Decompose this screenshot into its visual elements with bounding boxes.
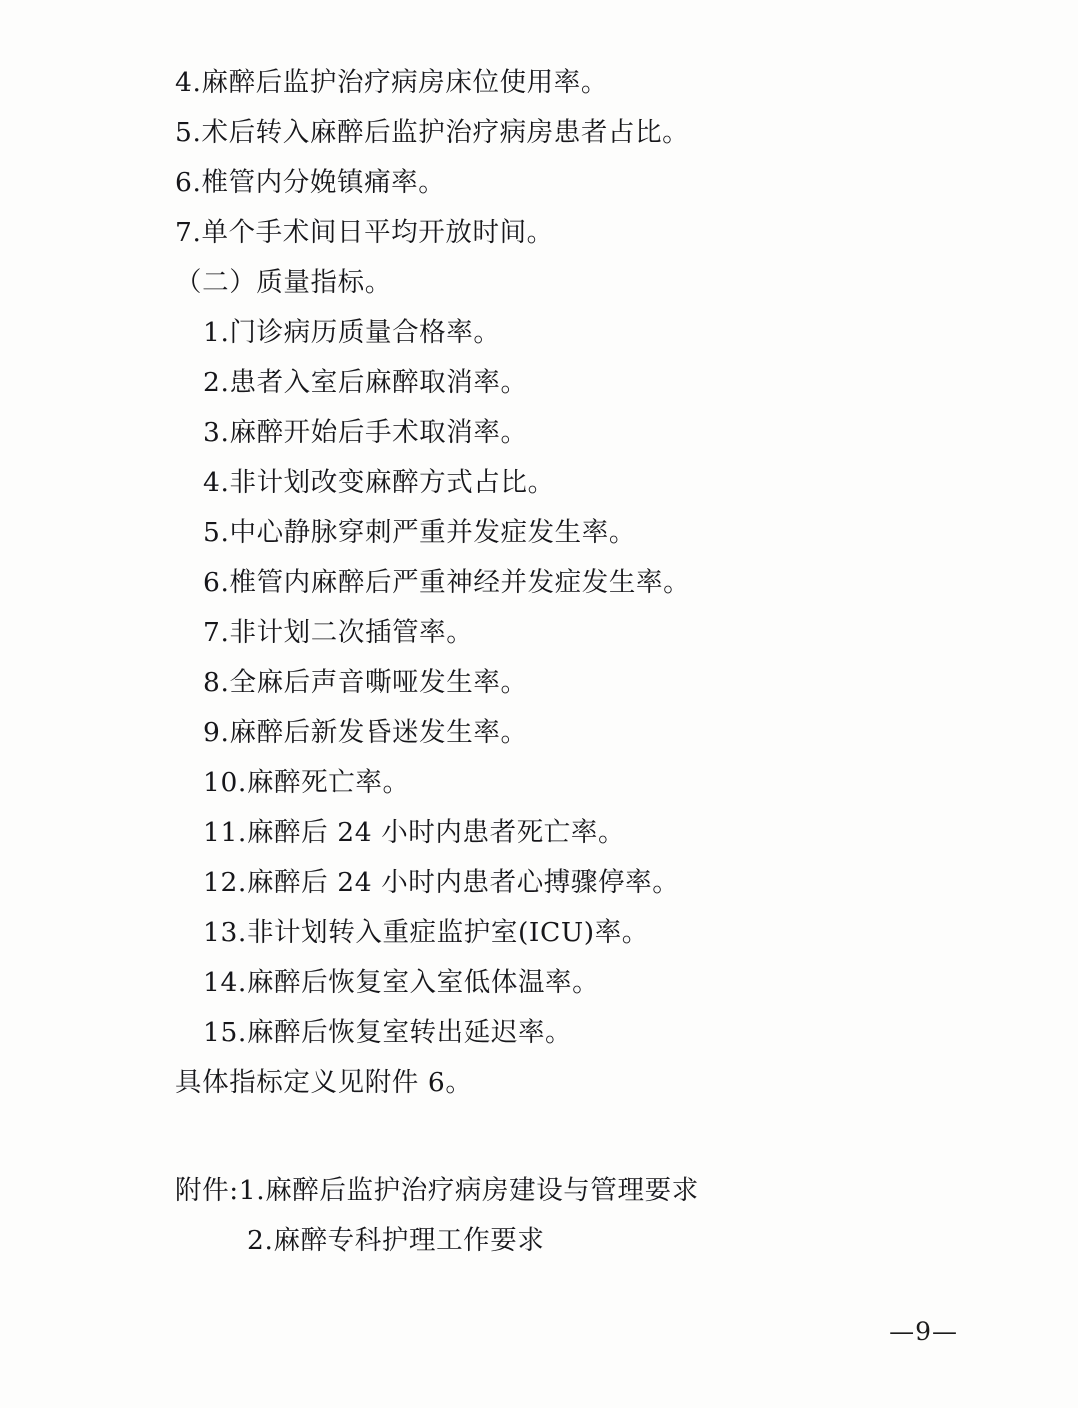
list-item: 3.麻醉开始后手术取消率。 xyxy=(203,417,528,448)
list-item: 7.单个手术间日平均开放时间。 xyxy=(175,217,554,248)
attachment-item: 2.麻醉专科护理工作要求 xyxy=(247,1225,545,1256)
attachment-list xyxy=(175,1166,965,1266)
page-number-value: 9 xyxy=(915,1317,932,1346)
attachment-item: 附件:1.麻醉后监护治疗病房建设与管理要求 xyxy=(175,1175,699,1206)
list-item: 2.患者入室后麻醉取消率。 xyxy=(203,367,528,398)
list-item: 5.中心静脉穿刺严重并发症发生率。 xyxy=(203,517,636,548)
spacer xyxy=(175,1108,965,1166)
list-item: 1.门诊病历质量合格率。 xyxy=(203,317,501,348)
list-item: 8.全麻后声音嘶哑发生率。 xyxy=(203,667,528,698)
list-item: 14.麻醉后恢复室入室低体温率。 xyxy=(203,967,600,998)
section-heading: （二）质量指标。 xyxy=(175,267,392,298)
page-dash-right: — xyxy=(932,1317,958,1346)
list-item: 5.术后转入麻醉后监护治疗病房患者占比。 xyxy=(175,117,690,148)
page-dash-left: — xyxy=(889,1317,916,1346)
list-item: 10.麻醉死亡率。 xyxy=(203,767,410,798)
list-item: 9.麻醉后新发昏迷发生率。 xyxy=(203,717,528,748)
page-number xyxy=(889,1317,958,1346)
list-item: 6.椎管内麻醉后严重神经并发症发生率。 xyxy=(203,567,691,598)
list-item: 13.非计划转入重症监护室(ICU)率。 xyxy=(203,917,649,948)
list-item: 4.非计划改变麻醉方式占比。 xyxy=(203,467,555,498)
list-item: 4.麻醉后监护治疗病房床位使用率。 xyxy=(175,67,608,98)
list-item: 15.麻醉后恢复室转出延迟率。 xyxy=(203,1017,573,1048)
list-item: 11.麻醉后 24 小时内患者死亡率。 xyxy=(203,817,626,848)
closing-note: 具体指标定义见附件 6。 xyxy=(175,1067,473,1098)
page-content xyxy=(175,58,965,1266)
list-item: 7.非计划二次插管率。 xyxy=(203,617,474,648)
list-item: 6.椎管内分娩镇痛率。 xyxy=(175,167,446,198)
list-item: 12.麻醉后 24 小时内患者心搏骤停率。 xyxy=(203,867,680,898)
